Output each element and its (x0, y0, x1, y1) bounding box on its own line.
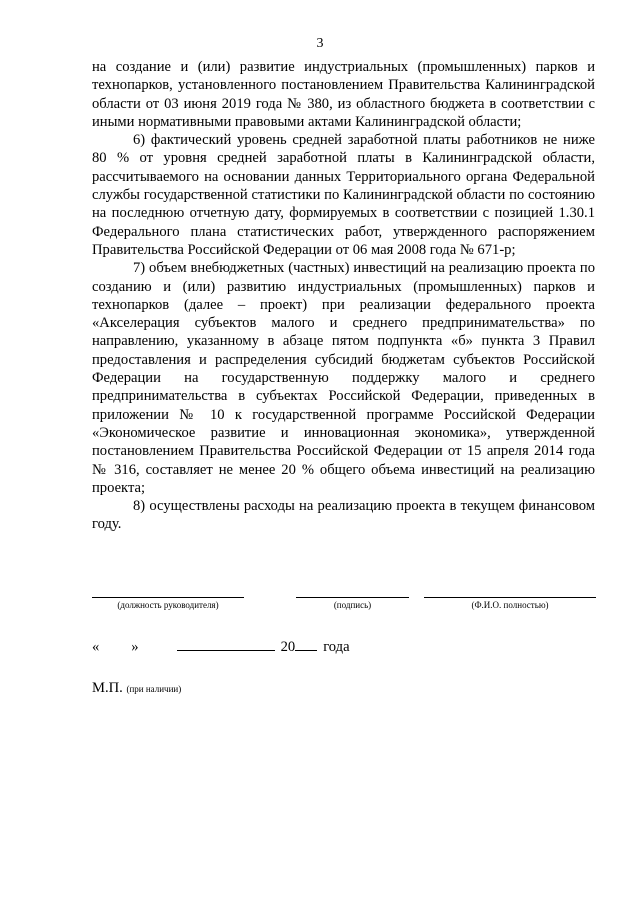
stamp-label: М.П. (92, 680, 123, 696)
signature-position-label: (должность руководителя) (92, 597, 244, 610)
stamp-note: (при наличии) (126, 684, 182, 694)
date-year-suffix: года (323, 639, 350, 655)
paragraph-continuation: на создание и (или) развитие индустриальных (промышленных) парков и технопарков, установленного постановлением Правительства Калининградской области от 03 июня 2019 года № 380, из областного бюджета в соответствии с иными нормативными правовыми актами Калининградской области; (92, 59, 595, 130)
signature-sign-field (296, 597, 409, 610)
signature-sign-label: (подпись) (296, 597, 409, 610)
date-open-quote: « (92, 639, 100, 655)
date-year-blank (295, 638, 317, 651)
signature-name-label: (Ф.И.О. полностью) (424, 597, 596, 610)
signature-position-field (92, 597, 244, 610)
stamp-line (92, 680, 181, 697)
date-line (92, 638, 350, 656)
paragraph-item-8: 8) осуществлены расходы на реализацию проекта в текущем финансовом году. (92, 498, 595, 533)
date-month-blank (177, 638, 275, 651)
paragraph-item-6: 6) фактический уровень средней заработной платы работников не ниже 80 % от уровня средней заработной платы в Калининградской области, рассчитываемого на основании данных Территориального органа Федеральной службы государственной статистики по Калининградской области по состоянию на последнюю отчетную дату, формируемых в соответствии с позицией 1.30.1 Федерального плана статистических работ, утвержденного распоряжением Правительства Российской Федерации от 06 мая 2008 года № 671-р; (92, 132, 595, 258)
document-body (92, 58, 595, 534)
page-number: 3 (316, 36, 324, 51)
date-year-prefix: 20 (280, 639, 296, 655)
paragraph-item-7: 7) объем внебюджетных (частных) инвестиций на реализацию проекта по созданию и (или) развитию индустриальных (промышленных) парков и технопарков (далее – проект) при реализации федерального проекта «Акселерация субъектов малого и среднего предпринимательства» по направлению, указанному в абзаце пятом подпункта «б» пункта 3 Правил предоставления и распределения субсидий бюджетам субъектов Российской Федерации на государственную поддержку малого и среднего предпринимательства в субъектах Российской Федерации, приведенных в приложении № 10 к государственной программе Российской Федерации «Экономическое развитие и инновационная экономика», утвержденной постановлением Правительства Российской Федерации от 15 апреля 2014 года № 316, составляет не менее 20 % общего объема инвестиций на реализацию проекта; (92, 260, 595, 496)
signature-name-field (424, 597, 596, 610)
date-close-quote: » (131, 639, 139, 655)
